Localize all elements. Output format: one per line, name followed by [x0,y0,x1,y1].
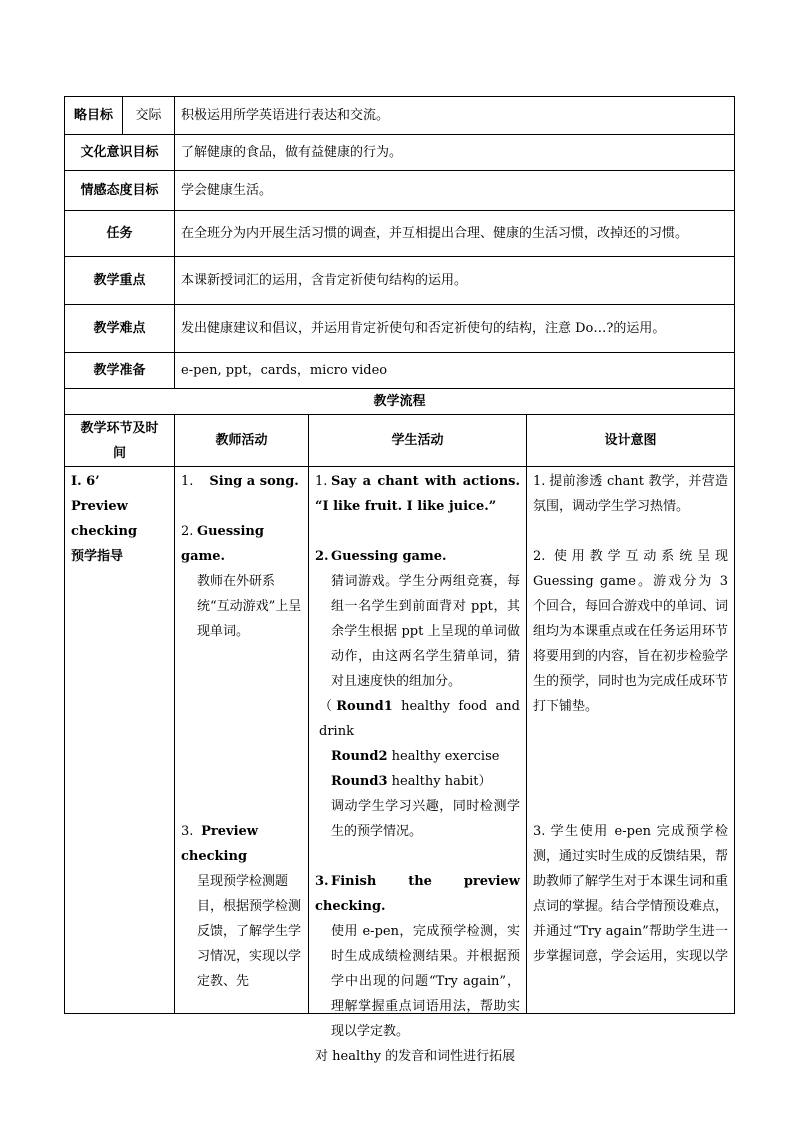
row-key-points [65,257,735,305]
student-item-3-desc: 使用 e-pen，完成预学检测，实时生成成绩检测结果。并根据预学中出现的问题“Try again”，理解掌握重点词语用法，帮助实现以学定教。 [331,924,520,1039]
header-teacher: 教师活动 [175,415,309,467]
content-preparation: e-pen, ppt，cards，micro video [175,353,735,389]
teacher-item-2: 2. Guessing game. [181,524,264,564]
content-key-points: 本课新授词汇的运用，含肯定祈使句结构的运用。 [175,257,735,305]
design-item-2: 2. 使用教学互动系统呈现 Guessing game。游戏分为 3 个回合，每回合游戏中的单词、词组均为本课重点或在任务运用环节将要用到的内容，旨在初步检验学生的预学，同时也为完成任成环节打下铺垫。 [533,549,729,714]
student-round-1: （Round1 healthy food and drink [319,699,520,739]
label-attitude: 情感态度目标 [65,171,175,211]
design-item-3: 3. 学生使用 e-pen 完成预学检测，通过实时生成的反馈结果，帮助教师了解学生对于本课生词和重点词的掌握。结合学情预设难点，并通过“Try again”帮助学生进一步掌握词意，学会运用，实现以学 [533,824,729,964]
content-difficult-points: 发出健康建议和倡议，并运用肯定祈使句和否定祈使句的结构，注意 Do…?的运用。 [175,305,735,353]
student-round-3: Round3 healthy habit） [331,774,492,789]
student-item-3: 3. Finish the preview checking. [315,874,520,914]
label-strategy: 略目标 [65,97,123,135]
label-difficult-points: 教学难点 [65,305,175,353]
teacher-item-2-desc: 教师在外研系统“互动游戏”上呈现单词。 [197,574,302,639]
teacher-activity-cell [175,467,309,1014]
row-strategy [65,97,735,135]
row-flow-title [65,389,735,415]
content-culture: 了解健康的食品，做有益健康的行为。 [175,135,735,171]
teacher-item-3: 3. Preview checking [181,824,258,864]
header-design: 设计意图 [527,415,735,467]
design-item-1: 1. 提前渗透 chant 教学，并营造氛围，调动学生学习热情。 [533,474,728,514]
row-difficult-points [65,305,735,353]
lesson-plan-table [64,96,735,1064]
label-preparation: 教学准备 [65,353,175,389]
stage-line-1: I. 6’ [71,474,100,489]
student-item-2-desc: 猜词游戏。学生分两组竞赛，每组一名学生到前面背对 ppt，其余学生根据 ppt 上呈现的单词做动作，由这两名学生猜单词，猜对且速度快的组加分。 [331,574,520,689]
content-strategy: 积极运用所学英语进行表达和交流。 [175,97,735,135]
stage-line-3: checking [71,524,138,539]
stage-line-2: Preview [71,499,128,514]
row-flow-headers [65,415,735,467]
teacher-item-3-desc: 呈现预学检测题目，根据预学检测反馈，了解学生学习情况，实现以学定教、先 [197,874,302,989]
flow-title: 教学流程 [65,389,735,415]
header-stage: 教学环节及时间 [65,415,175,467]
stage-line-4: 预学指导 [71,549,124,564]
student-item-2-purpose: 调动学生学习兴趣，同时检测学生的预学情况。 [331,799,520,839]
row-culture [65,135,735,171]
label-communication: 交际 [123,97,175,135]
student-item-1: 1. Say a chant with actions. “I like fruit. I like juice.” [315,474,520,514]
student-item-3-extra: 对 healthy 的发音和词性进行拓展 [315,1049,516,1064]
stage-cell [65,467,175,1014]
row-attitude [65,171,735,211]
student-item-2: 2. Guessing game. [315,549,447,564]
content-attitude: 学会健康生活。 [175,171,735,211]
label-culture: 文化意识目标 [65,135,175,171]
student-activity-cell [309,467,527,1064]
design-intent-cell [527,467,735,1014]
content-task: 在全班分为内开展生活习惯的调查，并互相提出合理、健康的生活习惯，改掉还的习惯。 [175,211,735,257]
header-student: 学生活动 [309,415,527,467]
label-key-points: 教学重点 [65,257,175,305]
student-round-2: Round2 healthy exercise [331,749,500,764]
teacher-item-1: 1. Sing a song. [181,474,299,489]
row-preview-checking [65,467,735,1014]
row-task [65,211,735,257]
row-preparation [65,353,735,389]
label-task: 任务 [65,211,175,257]
